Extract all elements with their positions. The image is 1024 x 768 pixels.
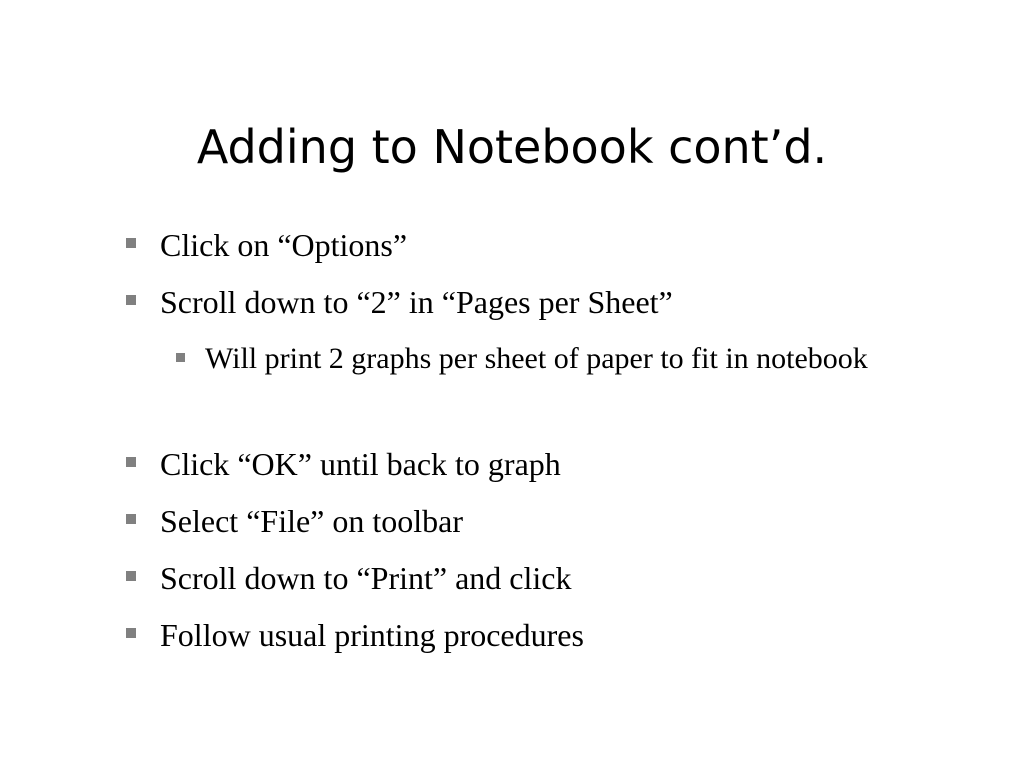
bullet-item (126, 612, 976, 658)
bullet-text: Scroll down to “Print” and click (160, 560, 572, 596)
sub-bullet-item (176, 336, 936, 382)
bullet-item (126, 498, 976, 544)
bullet-text: Scroll down to “2” in “Pages per Sheet” (160, 284, 673, 320)
bullet-text: Click “OK” until back to graph (160, 446, 561, 482)
sub-bullet-text: Will print 2 graphs per sheet of paper to fit in notebook (205, 342, 868, 375)
square-bullet-icon (176, 353, 185, 362)
bullet-item (126, 555, 976, 601)
bullet-item (126, 279, 976, 325)
bullet-text: Follow usual printing procedures (160, 617, 584, 653)
bullet-item (126, 441, 976, 487)
square-bullet-icon (126, 238, 136, 248)
square-bullet-icon (126, 295, 136, 305)
bullet-item (126, 222, 976, 268)
square-bullet-icon (126, 571, 136, 581)
square-bullet-icon (126, 457, 136, 467)
square-bullet-icon (126, 628, 136, 638)
bullet-text: Select “File” on toolbar (160, 503, 464, 539)
bullet-text: Click on “Options” (160, 227, 408, 263)
slide-title: Adding to Notebook cont’d. (196, 120, 828, 174)
square-bullet-icon (126, 514, 136, 524)
